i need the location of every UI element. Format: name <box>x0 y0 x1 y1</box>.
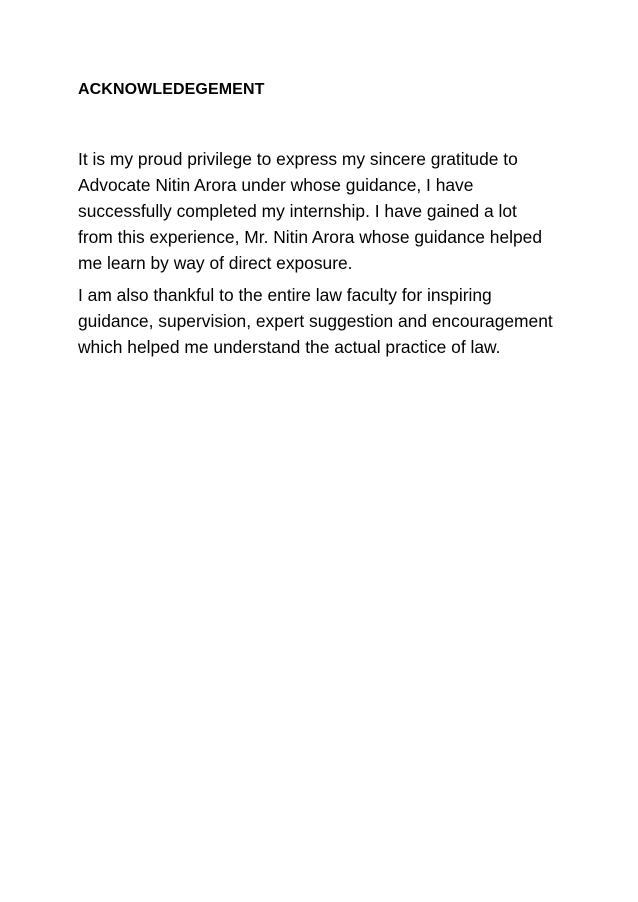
page-heading: ACKNOWLEDEGEMENT <box>78 81 265 98</box>
paragraph-thanks <box>78 282 578 360</box>
text-line: from this experience, Mr. Nitin Arora whose guidance helped <box>78 227 542 247</box>
text-line: me learn by way of direct exposure. <box>78 253 353 273</box>
body-text <box>78 146 578 366</box>
text-line: successfully completed my internship. I have gained a lot <box>78 201 517 221</box>
paragraph-gratitude <box>78 146 578 276</box>
text-line: guidance, supervision, expert suggestion and encouragement <box>78 311 553 331</box>
text-line: I am also thankful to the entire law faculty for inspiring <box>78 285 492 305</box>
text-line: which helped me understand the actual practice of law. <box>78 337 501 357</box>
text-line: It is my proud privilege to express my sincere gratitude to <box>78 149 518 169</box>
text-line: Advocate Nitin Arora under whose guidance, I have <box>78 175 474 195</box>
